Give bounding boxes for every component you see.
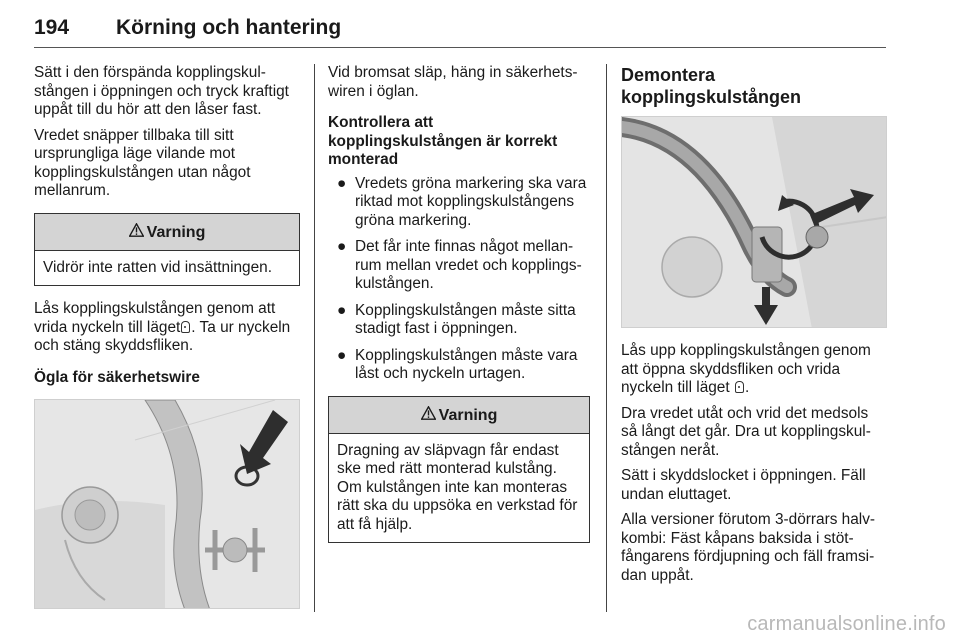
warning-text: Dragning av släpvagn får endast ske med rätt monterad kulstång. Om kulstången inte kan monteras rätt ska du uppsöka en verkstad för att få hjälp. — [337, 441, 578, 533]
text-span: Lås kopplingskulstången genom att vrida nyckeln till läget — [34, 300, 276, 336]
list-item-text: Det får inte finnas något mellanrum mellan vredet och kopplingskulstången. — [355, 238, 582, 292]
unlocked-lock-icon — [181, 321, 190, 333]
subheading: Ögla för säkerhetswire — [34, 368, 200, 386]
list-item-text: Kopplingskulstången måste vara låst och nyckeln urtagen. — [355, 346, 578, 382]
column-left — [34, 64, 300, 609]
warning-text: Vidrör inte ratten vid insättningen. — [43, 258, 273, 276]
unlocked-lock-icon — [735, 381, 744, 393]
column-right — [621, 64, 887, 592]
text-span: . — [744, 379, 750, 396]
tow-bar-removal-illustration — [621, 116, 887, 328]
warning-header — [35, 214, 299, 251]
warning-box — [328, 396, 590, 544]
page-header — [34, 14, 886, 48]
watermark: carmanualsonline.info — [747, 613, 946, 635]
paragraph: Sätt i skyddslocket i öppningen. Fäll undan eluttaget. — [621, 467, 866, 503]
running-title: Körning och hantering — [116, 16, 342, 39]
list-item-text: Vredets gröna markering ska vara riktad mot kopplingskulstångens gröna markering. — [355, 174, 587, 229]
subheading: Kontrollera att kopplingskulstången är korrekt monterad — [328, 114, 558, 168]
text-span: . Ta ur nyckeln och stäng skyddsfliken. — [34, 318, 291, 354]
list-item: ● Vredets gröna markering ska vara riktad mot kopplingskulstångens gröna markering. — [337, 174, 587, 229]
checklist — [328, 175, 590, 384]
column-divider — [314, 64, 315, 612]
safety-wire-eyelet-illustration — [34, 399, 300, 609]
list-item: ● Kopplingskulstången måste vara låst och nyckeln urtagen. — [337, 346, 578, 382]
column-middle — [328, 64, 590, 557]
column-divider — [606, 64, 607, 612]
paragraph: Alla versioner förutom 3-dörrars halvkombi: Fäst kåpans baksida i stötfångarens fördjupning och fäll framsidan uppåt. — [621, 511, 876, 584]
warning-header — [329, 397, 589, 434]
warning-triangle-icon — [129, 214, 144, 251]
list-item: ● Kopplingskulstången måste sitta stadigt fast i öppningen. — [337, 301, 576, 337]
page-number: 194 — [34, 16, 70, 39]
warning-triangle-icon — [421, 397, 436, 434]
text-span: Lås upp kopplingskulstången genom att öppna skyddsfliken och vrida nyckeln till läget — [621, 342, 871, 396]
paragraph: Sätt i den förspända kopplingskulstången i öppningen och tryck kraftigt uppåt till du hör att den låser fast. — [34, 64, 289, 118]
paragraph — [621, 342, 887, 398]
list-item-text: Kopplingskulstången måste sitta stadigt fast i öppningen. — [355, 301, 576, 337]
list-item: ● Det får inte finnas något mellanrum mellan vredet och kopplingskulstången. — [337, 238, 582, 292]
section-heading: Demontera kopplingskulstången — [621, 65, 802, 107]
warning-title: Varning — [438, 406, 498, 424]
paragraph: Vredet snäpper tillbaka till sitt ursprungliga läge vilande mot kopplingskulstången utan något mellanrum. — [34, 126, 251, 199]
paragraph: Vid bromsat släp, häng in säkerhetswiren i öglan. — [328, 64, 578, 100]
paragraph — [34, 300, 300, 356]
warning-box — [34, 213, 300, 287]
paragraph: Dra vredet utåt och vrid det medsols så långt det går. Dra ut kopplingskulstången neråt. — [621, 404, 871, 459]
warning-title: Varning — [146, 223, 206, 241]
